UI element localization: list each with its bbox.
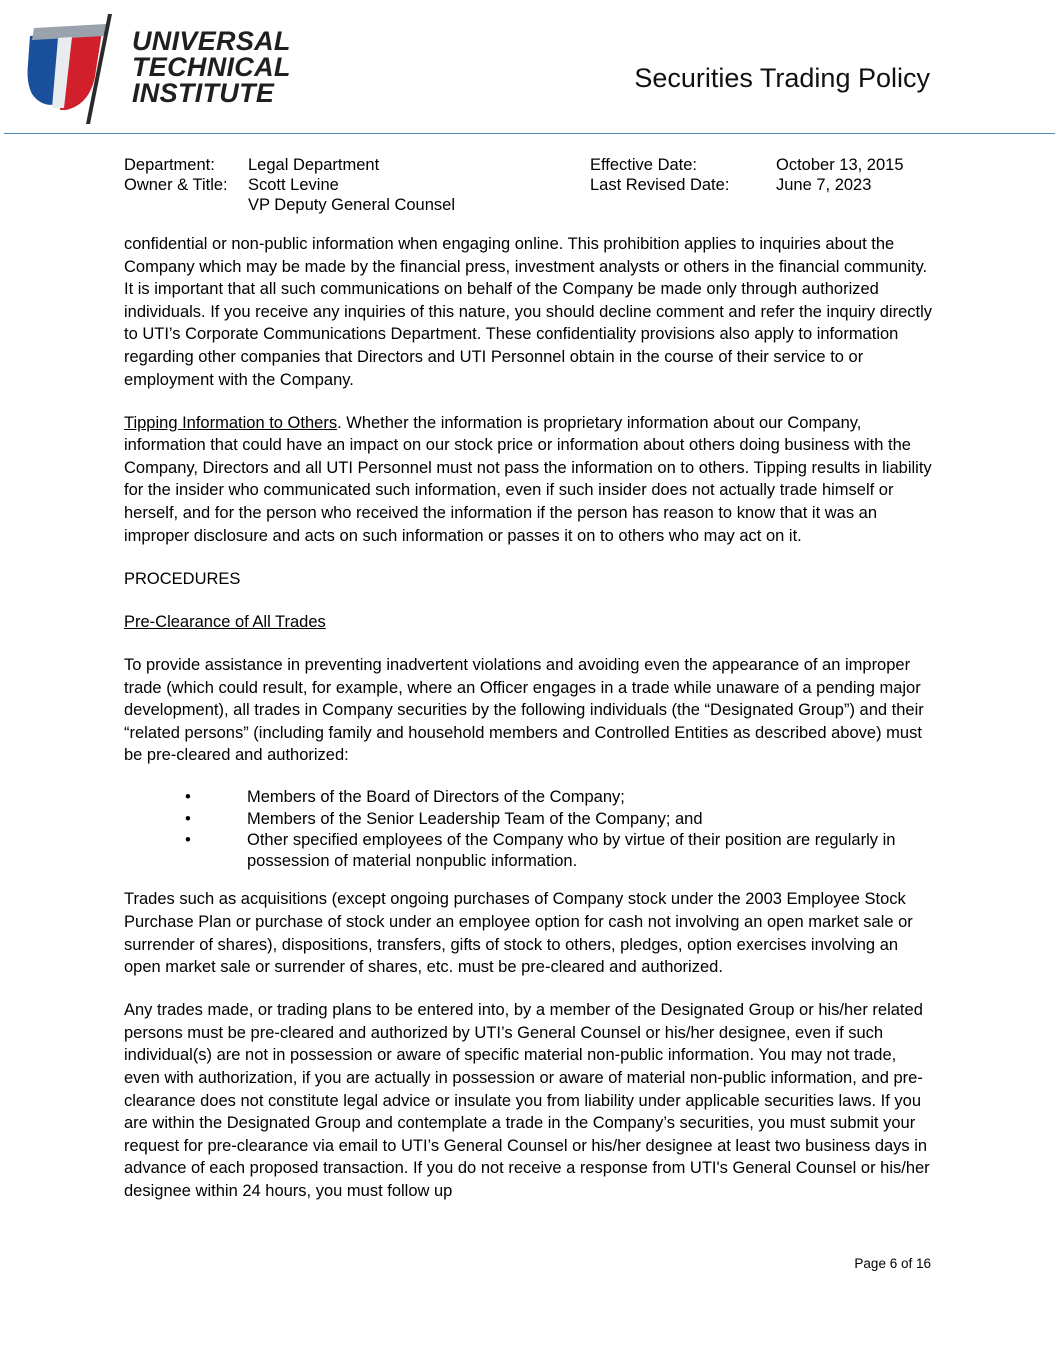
- paragraph-tipping: [124, 412, 932, 548]
- paragraph-confidentiality: confidential or non-public information when engaging online. This prohibition applies to inquiries about the Company which may be made by the financial press, investment analysts or others in the financial community. It is important that all such communications on behalf of the Company be made only through authorized individuals. If you receive any inquiries of this nature, you should decline comment and refer the inquiry directly to UTI’s Corporate Communications Department. These confidentiality provisions also apply to information regarding other companies that Directors and UTI Personnel obtain in the course of their service to or employment with the Company.: [124, 235, 933, 389]
- effective-date-row: [590, 155, 904, 175]
- owner-label: Owner & Title:: [124, 176, 228, 194]
- list-item-text: Members of the Board of Directors of the Company;: [247, 788, 625, 807]
- effective-date-value: October 13, 2015: [776, 156, 904, 174]
- department-row: [124, 155, 455, 175]
- owner-title: VP Deputy General Counsel: [248, 196, 455, 214]
- document-title: Securities Trading Policy: [634, 63, 930, 93]
- list-item-text: Members of the Senior Leadership Team of the Company; and: [247, 809, 703, 828]
- meta-right-block: [590, 155, 904, 195]
- logo-line-3: INSTITUTE: [132, 78, 275, 108]
- revised-date-value: June 7, 2023: [776, 176, 872, 194]
- logo-line-2: TECHNICAL: [132, 52, 291, 82]
- page-number: Page 6 of 16: [854, 1256, 931, 1271]
- list-item: [124, 830, 932, 871]
- tipping-title: Tipping Information to Others: [124, 413, 338, 432]
- section-heading: PROCEDURES: [124, 569, 241, 588]
- subheading-preclearance: Pre-Clearance of All Trades: [124, 612, 326, 631]
- paragraph-trade-types: Trades such as acquisitions (except ongoing purchases of Company stock under the 2003 Employee Stock Purchase Plan or purchase of stock under an employee option for cash not involving an open market sale or surrender of shares), dispositions, transfers, gifts of stock to others, pledges, option exercises involving an open market sale or surrender of shares, etc. must be pre-cleared and authorized.: [124, 890, 913, 977]
- bullet-icon: •: [185, 809, 191, 828]
- meta-left-block: [124, 155, 455, 215]
- owner-name: Scott Levine: [248, 176, 339, 194]
- revised-date-row: [590, 175, 904, 195]
- bullet-icon: •: [185, 788, 191, 807]
- revised-date-label: Last Revised Date:: [590, 176, 730, 194]
- owner-title-row: [124, 195, 455, 215]
- list-item-text: Other specified employees of the Company who by virtue of their position are regularly in possession of material nonpublic information.: [247, 831, 896, 870]
- uti-logo-icon: [24, 12, 124, 126]
- department-label: Department:: [124, 156, 215, 174]
- paragraph-preclearance: To provide assistance in preventing inadvertent violations and avoiding even the appearance of an improper trade (which could result, for example, where an Officer engages in a trade while unaware of a pending major development), all trades in Company securities by the following individuals (the “Designated Group”) and their “related persons” (including family and household members and Controlled Entities as described above) must be pre-cleared and authorized:: [124, 655, 924, 765]
- tipping-text: . Whether the information is proprietary information about our Company, information that could have an impact on our stock price or information about others doing business with the Company, Directors and all UTI Personnel must not pass the information on to others. Tipping results in liability for the insider who communicated such information, even if such insider does not actually trade himself or herself, and for the person who received the information if the person has reason to know that it was an improper disclosure and acts on such information or passes it on to others who may act on it.: [124, 413, 932, 545]
- bullet-icon: •: [185, 831, 191, 850]
- list-item: [124, 809, 932, 830]
- paragraph-preclearance-process: Any trades made, or trading plans to be entered into, by a member of the Designated Group or his/her related persons must be pre-cleared and authorized by UTI’s General Counsel or his/her designee, even if such individual(s) are not in possession or aware of specific material non-public information. You may not trade, even with authorization, if you are actually in possession or aware of material non-public information, and pre-clearance does not constitute legal advice or insulate you from liability under applicable securities laws. If you are within the Designated Group and contemplate a trade in the Company’s securities, you must submit your request for pre-clearance via email to UTI’s General Counsel or his/her designee at least two business days in advance of each proposed transaction. If you do not receive a response from UTI's General Counsel or his/her designee within 24 hours, you must follow up: [124, 1001, 930, 1200]
- header-divider: [4, 133, 1055, 134]
- owner-row: [124, 175, 455, 195]
- logo-wordmark: [132, 28, 291, 106]
- list-item: [124, 787, 932, 808]
- effective-date-label: Effective Date:: [590, 156, 698, 174]
- company-logo: [24, 12, 291, 126]
- document-body: [124, 233, 932, 1223]
- department-value: Legal Department: [248, 156, 380, 174]
- logo-line-1: UNIVERSAL: [132, 26, 291, 56]
- designated-group-list: [124, 787, 932, 871]
